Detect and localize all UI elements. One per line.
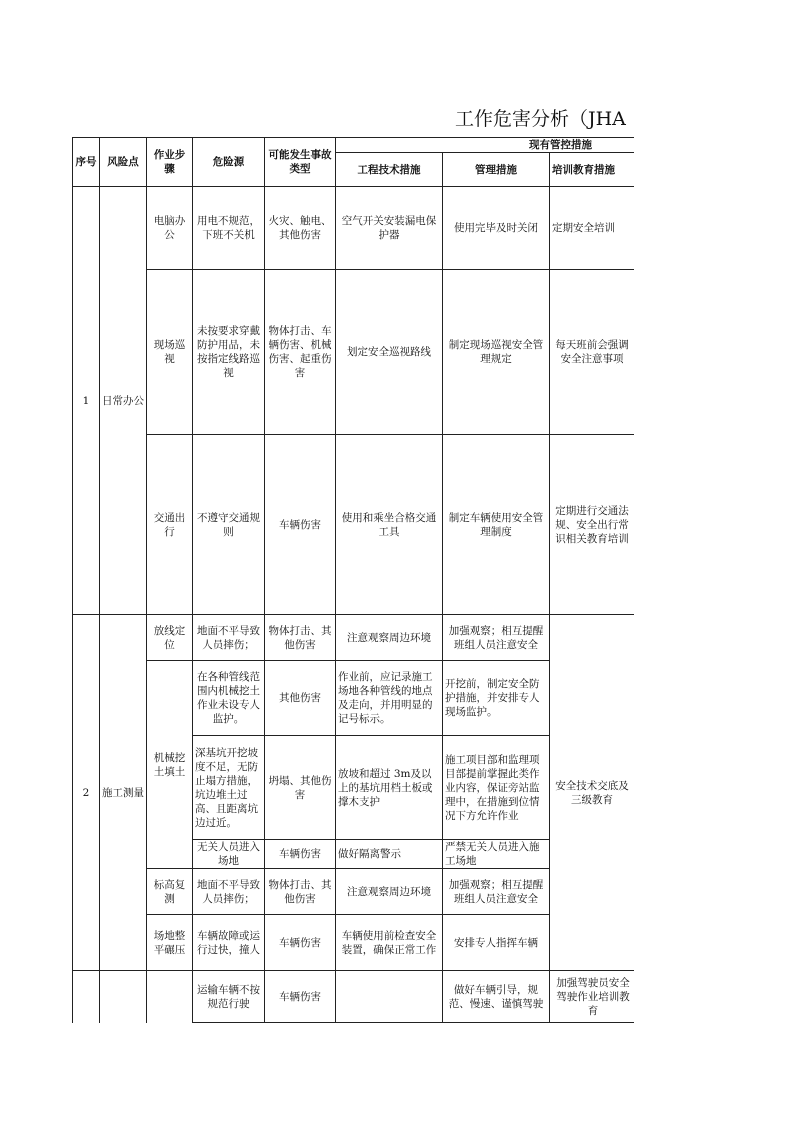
training-cell: 定期安全培训 bbox=[550, 187, 635, 270]
engineering-cell: 使用和乘坐合格交通工具 bbox=[336, 435, 443, 615]
engineering-cell: 注意观察周边环境 bbox=[336, 615, 443, 661]
accident-cell: 坍塌、其他伤害 bbox=[265, 736, 336, 840]
engineering-cell bbox=[336, 971, 443, 1023]
hazard-cell: 用电不规范，下班不关机 bbox=[193, 187, 265, 270]
step-cell: 场地整平碾压 bbox=[147, 915, 193, 971]
accident-cell: 车辆伤害 bbox=[265, 971, 336, 1023]
hazard-cell: 未按要求穿戴防护用品，未按指定线路巡视 bbox=[193, 270, 265, 435]
management-cell: 施工项目部和监理项目部提前掌握此类作业内容，保证旁站监理中，在措施到位情况下方允许作业 bbox=[443, 736, 550, 840]
engineering-cell: 车辆使用前检查安全装置，确保正常工作 bbox=[336, 915, 443, 971]
accident-cell: 车辆伤害 bbox=[265, 915, 336, 971]
accident-cell: 车辆伤害 bbox=[265, 840, 336, 869]
header-controls-group: 现有管控措施 bbox=[336, 138, 635, 153]
step-cell: 交通出行 bbox=[147, 435, 193, 615]
jha-table-container bbox=[72, 137, 634, 1037]
management-cell: 加强观察；相互提醒班组人员注意安全 bbox=[443, 615, 550, 661]
accident-cell: 其他伤害 bbox=[265, 661, 336, 736]
accident-cell: 物体打击、其他伤害 bbox=[265, 615, 336, 661]
management-cell: 严禁无关人员进入施工场地 bbox=[443, 840, 550, 869]
document-title: 工作危害分析（JHA bbox=[455, 108, 626, 130]
hazard-cell: 在各种管线范围内机械挖土作业未设专人监护。 bbox=[193, 661, 265, 736]
header-accident-type: 可能发生事故类型 bbox=[265, 138, 336, 187]
management-cell: 做好车辆引导，规范、慢速、谨慎驾驶 bbox=[443, 971, 550, 1023]
hazard-cell: 车辆故障或运行过快，撞人 bbox=[193, 915, 265, 971]
step-cell: 现场巡视 bbox=[147, 270, 193, 435]
risk-point-cell: 日常办公 bbox=[100, 187, 147, 615]
step-cell: 放线定位 bbox=[147, 615, 193, 661]
header-seq: 序号 bbox=[73, 138, 100, 187]
seq-cell: 2 bbox=[73, 615, 100, 971]
engineering-cell: 注意观察周边环境 bbox=[336, 869, 443, 915]
engineering-cell: 放坡和超过 3m及以上的基坑用档土板或撑木支护 bbox=[336, 736, 443, 840]
engineering-cell: 做好隔离警示 bbox=[336, 840, 443, 869]
header-hazard: 危险源 bbox=[193, 138, 265, 187]
step-cell: 机械挖土填土 bbox=[147, 661, 193, 869]
engineering-cell: 空气开关安装漏电保护器 bbox=[336, 187, 443, 270]
accident-cell: 物体打击、车辆伤害、机械伤害、起重伤害 bbox=[265, 270, 336, 435]
jha-table bbox=[72, 137, 634, 1023]
table-row bbox=[73, 435, 635, 615]
engineering-cell: 划定安全巡视路线 bbox=[336, 270, 443, 435]
table-row bbox=[73, 971, 635, 1023]
hazard-cell: 地面不平导致人员摔伤； bbox=[193, 615, 265, 661]
management-cell: 制定车辆使用安全管理制度 bbox=[443, 435, 550, 615]
table-row bbox=[73, 615, 635, 661]
risk-point-cell bbox=[100, 971, 147, 1023]
management-cell: 加强观察；相互提醒班组人员注意安全 bbox=[443, 869, 550, 915]
hazard-cell: 地面不平导致人员摔伤； bbox=[193, 869, 265, 915]
header-training: 培训教育措施 bbox=[550, 153, 635, 187]
step-cell: 标高复测 bbox=[147, 869, 193, 915]
header-management: 管理措施 bbox=[443, 153, 550, 187]
step-cell bbox=[147, 971, 193, 1023]
step-cell: 电脑办公 bbox=[147, 187, 193, 270]
management-cell: 开挖前，制定安全防护措施，并安排专人现场监护。 bbox=[443, 661, 550, 736]
seq-cell: 1 bbox=[73, 187, 100, 615]
management-cell: 使用完毕及时关闭 bbox=[443, 187, 550, 270]
risk-point-cell: 施工测量 bbox=[100, 615, 147, 971]
header-risk-point: 风险点 bbox=[100, 138, 147, 187]
hazard-cell: 运输车辆不按规范行驶 bbox=[193, 971, 265, 1023]
seq-cell bbox=[73, 971, 100, 1023]
header-step: 作业步骤 bbox=[147, 138, 193, 187]
table-row bbox=[73, 187, 635, 270]
training-cell: 安全技术交底及三级教育 bbox=[550, 615, 635, 971]
hazard-cell: 不遵守交通规则 bbox=[193, 435, 265, 615]
training-cell: 加强驾驶员安全驾驶作业培训教育 bbox=[550, 971, 635, 1023]
accident-cell: 车辆伤害 bbox=[265, 435, 336, 615]
management-cell: 安排专人指挥车辆 bbox=[443, 915, 550, 971]
accident-cell: 物体打击、其他伤害 bbox=[265, 869, 336, 915]
management-cell: 制定现场巡视安全管理规定 bbox=[443, 270, 550, 435]
hazard-cell: 无关人员进入场地 bbox=[193, 840, 265, 869]
header-engineering: 工程技术措施 bbox=[336, 153, 443, 187]
training-cell: 每天班前会强调安全注意事项 bbox=[550, 270, 635, 435]
hazard-cell: 深基坑开挖坡度不足，无防止塌方措施，坑边堆土过高、且距离坑边过近。 bbox=[193, 736, 265, 840]
engineering-cell: 作业前，应记录施工场地各种管线的地点及走向，并用明显的记号标示。 bbox=[336, 661, 443, 736]
table-row bbox=[73, 270, 635, 435]
accident-cell: 火灾、触电、其他伤害 bbox=[265, 187, 336, 270]
training-cell: 定期进行交通法规、安全出行常识相关教育培训 bbox=[550, 435, 635, 615]
